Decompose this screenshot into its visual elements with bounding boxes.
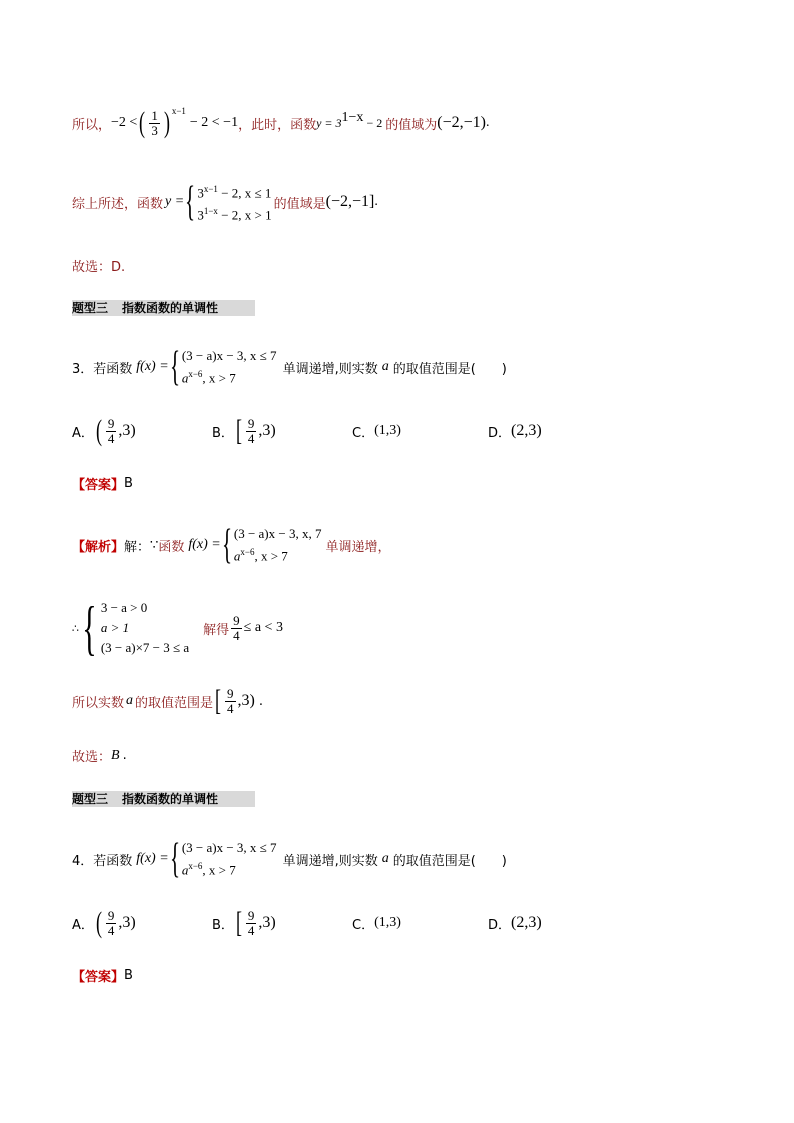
q3-options (72, 416, 542, 446)
question-3: 3．若函数 f(x) = { (3 − a)x − 3, x ≤ 7 $a^{x-6}$, x > 7 单调递增,则实数 a 的取值范围是( ) (72, 344, 507, 390)
line-summary (72, 180, 378, 225)
piecewise-cases: (3 − a)x − 3, x ≤ 7 $a^{x-6}$, x > 7 (181, 347, 277, 386)
option-c[interactable]: C． (1,3) (352, 423, 401, 441)
func-tail: − 2 (366, 115, 383, 130)
q4-answer: 【答案】 B (72, 968, 133, 985)
q3-answer: 【答案】 B (72, 476, 133, 493)
option-d[interactable]: D． (2,3) (488, 422, 542, 441)
text-prefix: 综上所述，函数 (72, 196, 164, 212)
range-value: (−2,−1] (325, 193, 375, 211)
left-brace: { (169, 836, 180, 882)
range-value: (−2,−1) (437, 114, 486, 131)
piecewise-cases: (3 − a)x − 3, x ≤ 7 $a^{x-6}$, x > 7 (181, 839, 277, 878)
piecewise-cases: (3 − a)x − 3, x, 7 $a^{x-6}$, x > 7 (233, 525, 322, 564)
choose-b: 故选： B . (72, 747, 127, 765)
q4-options (72, 908, 542, 938)
exponent: x−1 (171, 106, 186, 116)
section-heading-2: 题型三 指数函数的单调性 (72, 791, 255, 807)
option-b[interactable]: B． [ $\frac{9}{4}$ ,3) (212, 906, 276, 939)
section-heading: 题型三 指数函数的单调性 (72, 300, 255, 316)
text-prefix: 所以， (72, 117, 112, 133)
left-brace: { (169, 344, 180, 390)
option-b[interactable]: B． [ $\frac{9}{4}$ ,3) (212, 414, 276, 447)
text-range: 的值域是 (273, 196, 326, 212)
option-a[interactable]: A． ( $\frac{9}{4}$ ,3) (72, 906, 136, 939)
option-d[interactable]: D． (2,3) (488, 914, 542, 933)
question-4: 4．若函数 f(x) = { (3 − a)x − 3, x ≤ 7 $a^{x-6}$, x > 7 单调递增,则实数 a 的取值范围是( ) (72, 836, 507, 882)
inequality-system: ∴ { 3 − a > 0 a > 1 (3 − a)×7 − 3 ≤ a 解得 $\frac{9}{4}$ ≤ a < 3 (72, 595, 283, 661)
line-domain-second-case: 所以， −2 < ( $\frac{1}{3}$ ) $^{x-1}$ − 2 < −1 ，此时，函数 y = 3 $^{1-x}$ − 2 的值域为 (−2,−1) . (72, 106, 490, 139)
text-range: 的值域为 (385, 117, 438, 133)
func-lhs: y = (165, 194, 185, 210)
text-mid: ，此时，函数 (238, 117, 317, 133)
fraction-one-third: $\frac{1}{3}$ (151, 107, 158, 138)
ineq-left: −2 < (111, 115, 138, 130)
func-y: y = 3 (316, 115, 342, 130)
option-a[interactable]: A． ( $\frac{9}{4}$ ,3) (72, 414, 136, 447)
left-brace: { (221, 522, 232, 568)
period: . (485, 115, 490, 130)
func-exponent: 1−x (341, 110, 364, 125)
period: . (374, 194, 378, 210)
analysis-line: 【解析】 解： ∵ 函数 f(x) = { (3 − a)x − 3, x, 7 $a^{x-6}$, x > 7 单调递增， (72, 522, 391, 568)
choose-d: 故选：D. (72, 260, 126, 275)
option-c[interactable]: C． (1,3) (352, 915, 401, 933)
left-brace: { (185, 179, 196, 226)
ineq-right: − 2 < −1 (189, 115, 239, 130)
conclusion: 所以实数 a 的取值范围是 [ $\frac{9}{4}$ ,3) . (72, 684, 263, 717)
piecewise-cases: $3^{x-1} - 2$, x ≤ 1 $3^{1-x} - 2$, x > 1 (197, 184, 272, 223)
